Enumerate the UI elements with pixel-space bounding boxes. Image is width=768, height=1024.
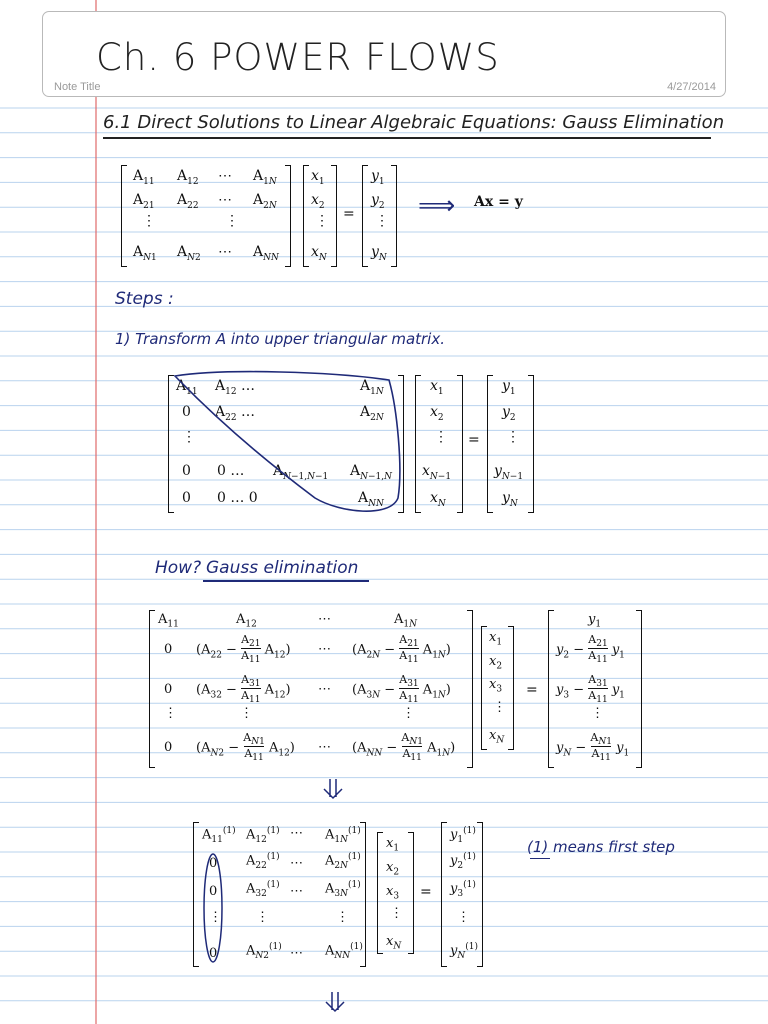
a22: $A_{22}$ <box>177 192 199 211</box>
g-row2-coln: ($A_{2N} - A_{21}$ $A_{11}$ $A_{1N}$) <box>352 633 451 666</box>
s1-zero-1: 0 <box>209 856 218 871</box>
s1-a22: $A_{22}^{(1)}$ <box>246 852 280 871</box>
s1-vdots-3: ⋮ <box>336 910 349 925</box>
s1-x3: $x_3$ <box>386 884 400 902</box>
note-date: 4/27/2014 <box>667 81 716 93</box>
ut-x2: $x_2$ <box>430 404 444 423</box>
ut-an1n1: $A_{N-1,N-1}$ <box>273 463 329 482</box>
s1-cdots-1: ⋯ <box>290 826 303 841</box>
xn: $x_N$ <box>311 244 327 263</box>
steps-label: Steps : <box>115 289 174 309</box>
s1-a11: $A_{11}^{(1)}$ <box>202 826 236 845</box>
g-x1: $x_1$ <box>489 630 503 648</box>
x2: $x_2$ <box>311 192 325 211</box>
s1-bracket-left <box>193 822 199 967</box>
s1-zero-3: 0 <box>209 946 218 961</box>
vdots-1: ⋮ <box>142 213 156 229</box>
s1-x2: $x_2$ <box>386 860 400 878</box>
vdots-2: ⋮ <box>225 213 239 229</box>
first-step-underline <box>530 858 550 859</box>
s1-x-vdots: ⋮ <box>390 906 403 921</box>
a2n: $A_{2N}$ <box>253 192 277 211</box>
y1: $y_1$ <box>371 168 385 187</box>
a1n: $A_{1N}$ <box>253 168 277 187</box>
g-x-bracket-left <box>481 626 487 750</box>
s1-y-bracket-left <box>441 822 447 967</box>
s1-a2n: $A_{2N}^{(1)}$ <box>325 852 361 871</box>
ut-zero-2: 0 <box>182 463 191 479</box>
s1-x-bracket-left <box>377 832 383 954</box>
g-vdots-1: ⋮ <box>164 706 177 721</box>
ut-zero-1: 0 <box>182 404 191 420</box>
ut-a12: $A_{12}$ … <box>215 378 256 397</box>
ut-y-bracket-right <box>528 375 534 513</box>
g-row2-col2: ($A_{22} - A_{21}$ $A_{11}$ $A_{12}$) <box>196 633 291 666</box>
ut-a1n: $A_{1N}$ <box>360 378 384 397</box>
ut-y1: $y_1$ <box>502 378 516 397</box>
g-zero-2: 0 <box>164 682 173 697</box>
s1-y2: $y_2^{(1)}$ <box>450 852 476 871</box>
g-y-bracket-right <box>636 610 642 768</box>
ut-xn: $x_N$ <box>430 490 446 509</box>
g-y3-expr: $y_3 - A_{31}$ $A_{11}$ $y_1$ <box>556 673 625 706</box>
ut-x1: $x_1$ <box>430 378 444 397</box>
s1-a1n: $A_{1N}^{(1)}$ <box>325 826 361 845</box>
s1-y-vdots: ⋮ <box>457 910 470 925</box>
down-arrow-1 <box>320 777 348 801</box>
g-row3-coln: ($A_{3N} - A_{31}$ $A_{11}$ $A_{1N}$) <box>352 673 451 706</box>
ut-x-vdots: ⋮ <box>434 429 448 445</box>
how-underline <box>203 580 369 582</box>
zero-column-loop <box>200 850 226 970</box>
ut-xn1: $x_{N-1}$ <box>422 463 452 482</box>
ut-a2n: $A_{2N}$ <box>360 404 384 423</box>
ut-x-bracket-right <box>457 375 463 513</box>
s1-cdots-4: ⋯ <box>290 946 303 961</box>
s1-xn: $x_N$ <box>386 934 402 952</box>
ut-a11: $A_{11}$ <box>176 378 198 397</box>
how-label: How? <box>155 558 202 578</box>
first-step-note: (1) means first step <box>527 838 675 856</box>
ut-yn1: $y_{N-1}$ <box>494 463 524 482</box>
g-zero-3: 0 <box>164 740 173 755</box>
g-bracket-left <box>149 610 155 768</box>
yn: $y_N$ <box>371 244 387 263</box>
ann: $A_{NN}$ <box>253 244 279 263</box>
g-x-bracket-right <box>508 626 514 750</box>
down-arrow-2 <box>322 990 350 1014</box>
cdots-3: ⋯ <box>218 244 232 260</box>
cdots-2: ⋯ <box>218 192 232 208</box>
ut-y-vdots: ⋮ <box>506 429 520 445</box>
ut-zero-row: 0 … 0 <box>217 490 258 506</box>
y-bracket-right <box>391 165 397 267</box>
g-y-vdots: ⋮ <box>591 706 604 721</box>
s1-cdots-2: ⋯ <box>290 856 303 871</box>
s1-y3: $y_3^{(1)}$ <box>450 880 476 899</box>
s1-cdots-3: ⋯ <box>290 884 303 899</box>
s1-a12: $A_{12}^{(1)}$ <box>246 826 280 845</box>
s1-vdots-1: ⋮ <box>209 910 222 925</box>
g-x-vdots: ⋮ <box>493 700 506 715</box>
g-zero-1: 0 <box>164 642 173 657</box>
y-bracket-left <box>362 165 368 267</box>
a21: $A_{21}$ <box>133 192 155 211</box>
g-cdots-2: ⋯ <box>318 642 331 657</box>
note-title-label: Note Title <box>54 81 101 93</box>
an2: $A_{N2}$ <box>177 244 201 263</box>
compact-equation: Ax = y <box>474 194 523 210</box>
s1-ann: $A_{NN}^{(1)}$ <box>325 942 363 961</box>
g-cdots-1: ⋯ <box>318 612 331 627</box>
x1: $x_1$ <box>311 168 325 187</box>
x-vdots: ⋮ <box>315 213 329 229</box>
equals-4: = <box>420 884 432 900</box>
g-x2: $x_2$ <box>489 654 503 672</box>
ut-yn: $y_N$ <box>502 490 518 509</box>
how-method: Gauss elimination <box>206 558 359 578</box>
g-rown-coln: ($A_{NN} - A_{N1}$ $A_{11}$ $A_{1N}$) <box>352 731 456 764</box>
g-y2-expr: $y_2 - A_{21}$ $A_{11}$ $y_1$ <box>556 633 625 666</box>
a12: $A_{12}$ <box>177 168 199 187</box>
x-bracket-right <box>331 165 337 267</box>
g-yn-expr: $y_N - A_{N1}$ $A_{11}$ $y_1$ <box>556 731 630 764</box>
equals-1: = <box>343 206 355 222</box>
ut-ann: $A_{NN}$ <box>358 490 384 509</box>
g-xn: $x_N$ <box>489 728 505 746</box>
g-vdots-3: ⋮ <box>402 706 415 721</box>
s1-yn: $y_N^{(1)}$ <box>450 942 478 961</box>
ut-zero-3: 0 <box>182 490 191 506</box>
implies-arrow: ⟹ <box>418 191 456 221</box>
s1-an2: $A_{N2}^{(1)}$ <box>246 942 282 961</box>
y2: $y_2$ <box>371 192 385 211</box>
g-rown-col2: ($A_{N2} - A_{N1}$ $A_{11}$ $A_{12}$) <box>196 731 295 764</box>
step-1-text: 1) Transform A into upper triangular matrix. <box>115 330 445 348</box>
ut-zero-dots: 0 … <box>217 463 245 479</box>
s1-a32: $A_{32}^{(1)}$ <box>246 880 280 899</box>
triangle-loop <box>165 368 405 520</box>
ut-vdots: ⋮ <box>182 429 196 445</box>
heading-underline <box>103 137 711 139</box>
g-vdots-2: ⋮ <box>240 706 253 721</box>
g-a12: $A_{12}$ <box>236 612 257 630</box>
y-vdots: ⋮ <box>375 213 389 229</box>
ut-a22: $A_{22}$ … <box>215 404 256 423</box>
matrix-bracket-right <box>285 165 291 267</box>
page-title: Ch. 6 POWER FLOWS <box>96 36 500 79</box>
ut-an1n: $A_{N-1,N}$ <box>350 463 393 482</box>
g-row3-col2: ($A_{32} - A_{31}$ $A_{11}$ $A_{12}$) <box>196 673 291 706</box>
cdots-1: ⋯ <box>218 168 232 184</box>
g-x3: $x_3$ <box>489 677 503 695</box>
s1-zero-2: 0 <box>209 884 218 899</box>
g-a1n: $A_{1N}$ <box>394 612 417 630</box>
g-y-bracket-left <box>548 610 554 768</box>
equals-2: = <box>468 432 480 448</box>
a11: $A_{11}$ <box>133 168 155 187</box>
g-bracket-right <box>467 610 473 768</box>
x-bracket-left <box>303 165 309 267</box>
s1-a3n: $A_{3N}^{(1)}$ <box>325 880 361 899</box>
ut-y2: $y_2$ <box>502 404 516 423</box>
s1-vdots-2: ⋮ <box>256 910 269 925</box>
section-heading: 6.1 Direct Solutions to Linear Algebraic Equations: Gauss Elimination <box>103 112 725 133</box>
g-y1: $y_1$ <box>588 612 602 630</box>
s1-x-bracket-right <box>408 832 414 954</box>
equals-3: = <box>526 682 538 698</box>
g-cdots-4: ⋯ <box>318 740 331 755</box>
an1: $A_{N1}$ <box>133 244 157 263</box>
s1-x1: $x_1$ <box>386 836 400 854</box>
ut-x-bracket-left <box>415 375 421 513</box>
g-cdots-3: ⋯ <box>318 682 331 697</box>
s1-y1: $y_1^{(1)}$ <box>450 826 476 845</box>
ut-y-bracket-left <box>487 375 493 513</box>
g-a11: $A_{11}$ <box>158 612 179 630</box>
matrix-bracket-left <box>121 165 127 267</box>
